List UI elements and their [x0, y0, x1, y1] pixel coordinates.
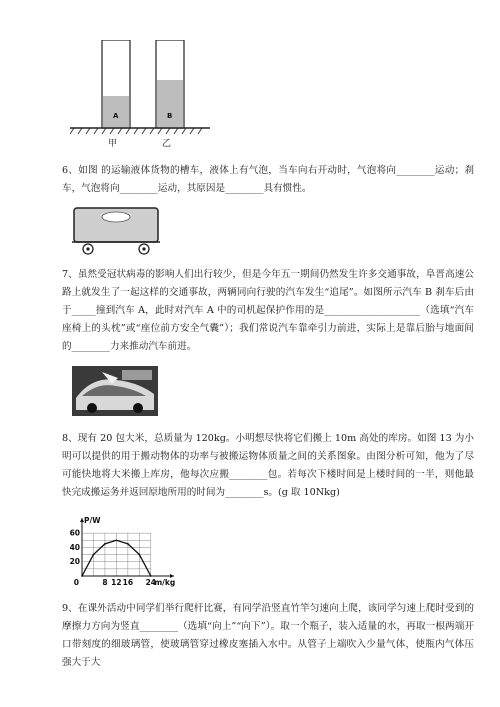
containers-figure — [70, 40, 210, 150]
data-point-6 — [150, 575, 152, 577]
question-6 — [62, 162, 474, 198]
data-point-3 — [116, 539, 118, 541]
tank-truck-figure — [72, 204, 162, 256]
data-point-0 — [81, 575, 83, 577]
y-tick-60: 60 — [69, 528, 80, 538]
x-axis-label: m/kg — [154, 578, 176, 587]
y-axis-label: P/W — [84, 516, 101, 525]
question-8-text: 8、现有 20 包大米，总质量为 120kg。小明想尽快将它们搬上 10m 高处的库房。如图 13 为小明可以提供的用于搬动物体的功率与被搬运物体质量之间的关系图象。由图分析可知，他为了尽可能快地将大米搬上库房，他每次应搬________包。若每次下楼时间是上楼时间的一半，则他最快完成搬运务并返回原地所用的时间为________s。(g 取 10Nkg) — [62, 433, 474, 498]
power-mass-chart — [66, 516, 186, 588]
data-point-1 — [93, 554, 95, 556]
x-tick-extra: 12 — [111, 578, 122, 587]
x-tick-8: 8 — [102, 578, 108, 587]
question-9-text: 9、在课外活动中同学们举行爬杆比赛，有同学沿竖直竹竿匀速向上爬，该同学匀速上爬时受到的摩擦力方向为竖直________（选填“向上”“向下”）。取一个瓶子，装入适量的水，再取一根两端开口带刻度的细玻璃管，使玻璃管穿过橡皮塞插入水中。从管子上端吹入少量气体，使瓶内气体压强大于大 — [62, 603, 474, 668]
label-yi: 乙 — [162, 139, 172, 149]
label-jia: 甲 — [108, 139, 118, 149]
question-8 — [62, 430, 474, 502]
question-9 — [62, 600, 474, 672]
y-tick-20: 20 — [69, 557, 80, 567]
question-7 — [62, 266, 474, 356]
question-6-text: 6、如图 的运输液体货物的槽车，液体上有气泡，当车向右开动时，气泡将向________运动；刹车，气泡将向________运动，其原因是________具有惯性。 — [62, 165, 474, 194]
data-point-2 — [104, 543, 106, 545]
x-tick-24: 24 — [145, 578, 157, 587]
car-crash-photo — [72, 366, 158, 416]
origin-label: 0 — [73, 578, 79, 587]
y-tick-40: 40 — [69, 542, 80, 552]
x-tick-16: 16 — [122, 578, 134, 587]
question-7-text: 7、虽然受冠状病毒的影响人们出行较少，但是今年五一期间仍然发生许多交通事故，阜晋高速公路上就发生了一起这样的交通事故，两辆同向行驶的汽车发生“追尾”。如图所示汽车 B 刹车后由于_____撞到汽车 A，此时对汽车 A 中的司机起保护作用的是____________________（选填“汽车座椅上的头枕”或“座位前方安全气囊”）；我们常说汽车靠牵引力前进，实际上是靠后胎与地面间的________力来推动汽车前进。 — [62, 269, 474, 352]
label-b: B — [167, 112, 173, 120]
label-a: A — [113, 112, 119, 120]
data-point-5 — [138, 554, 140, 556]
data-point-4 — [127, 543, 129, 545]
